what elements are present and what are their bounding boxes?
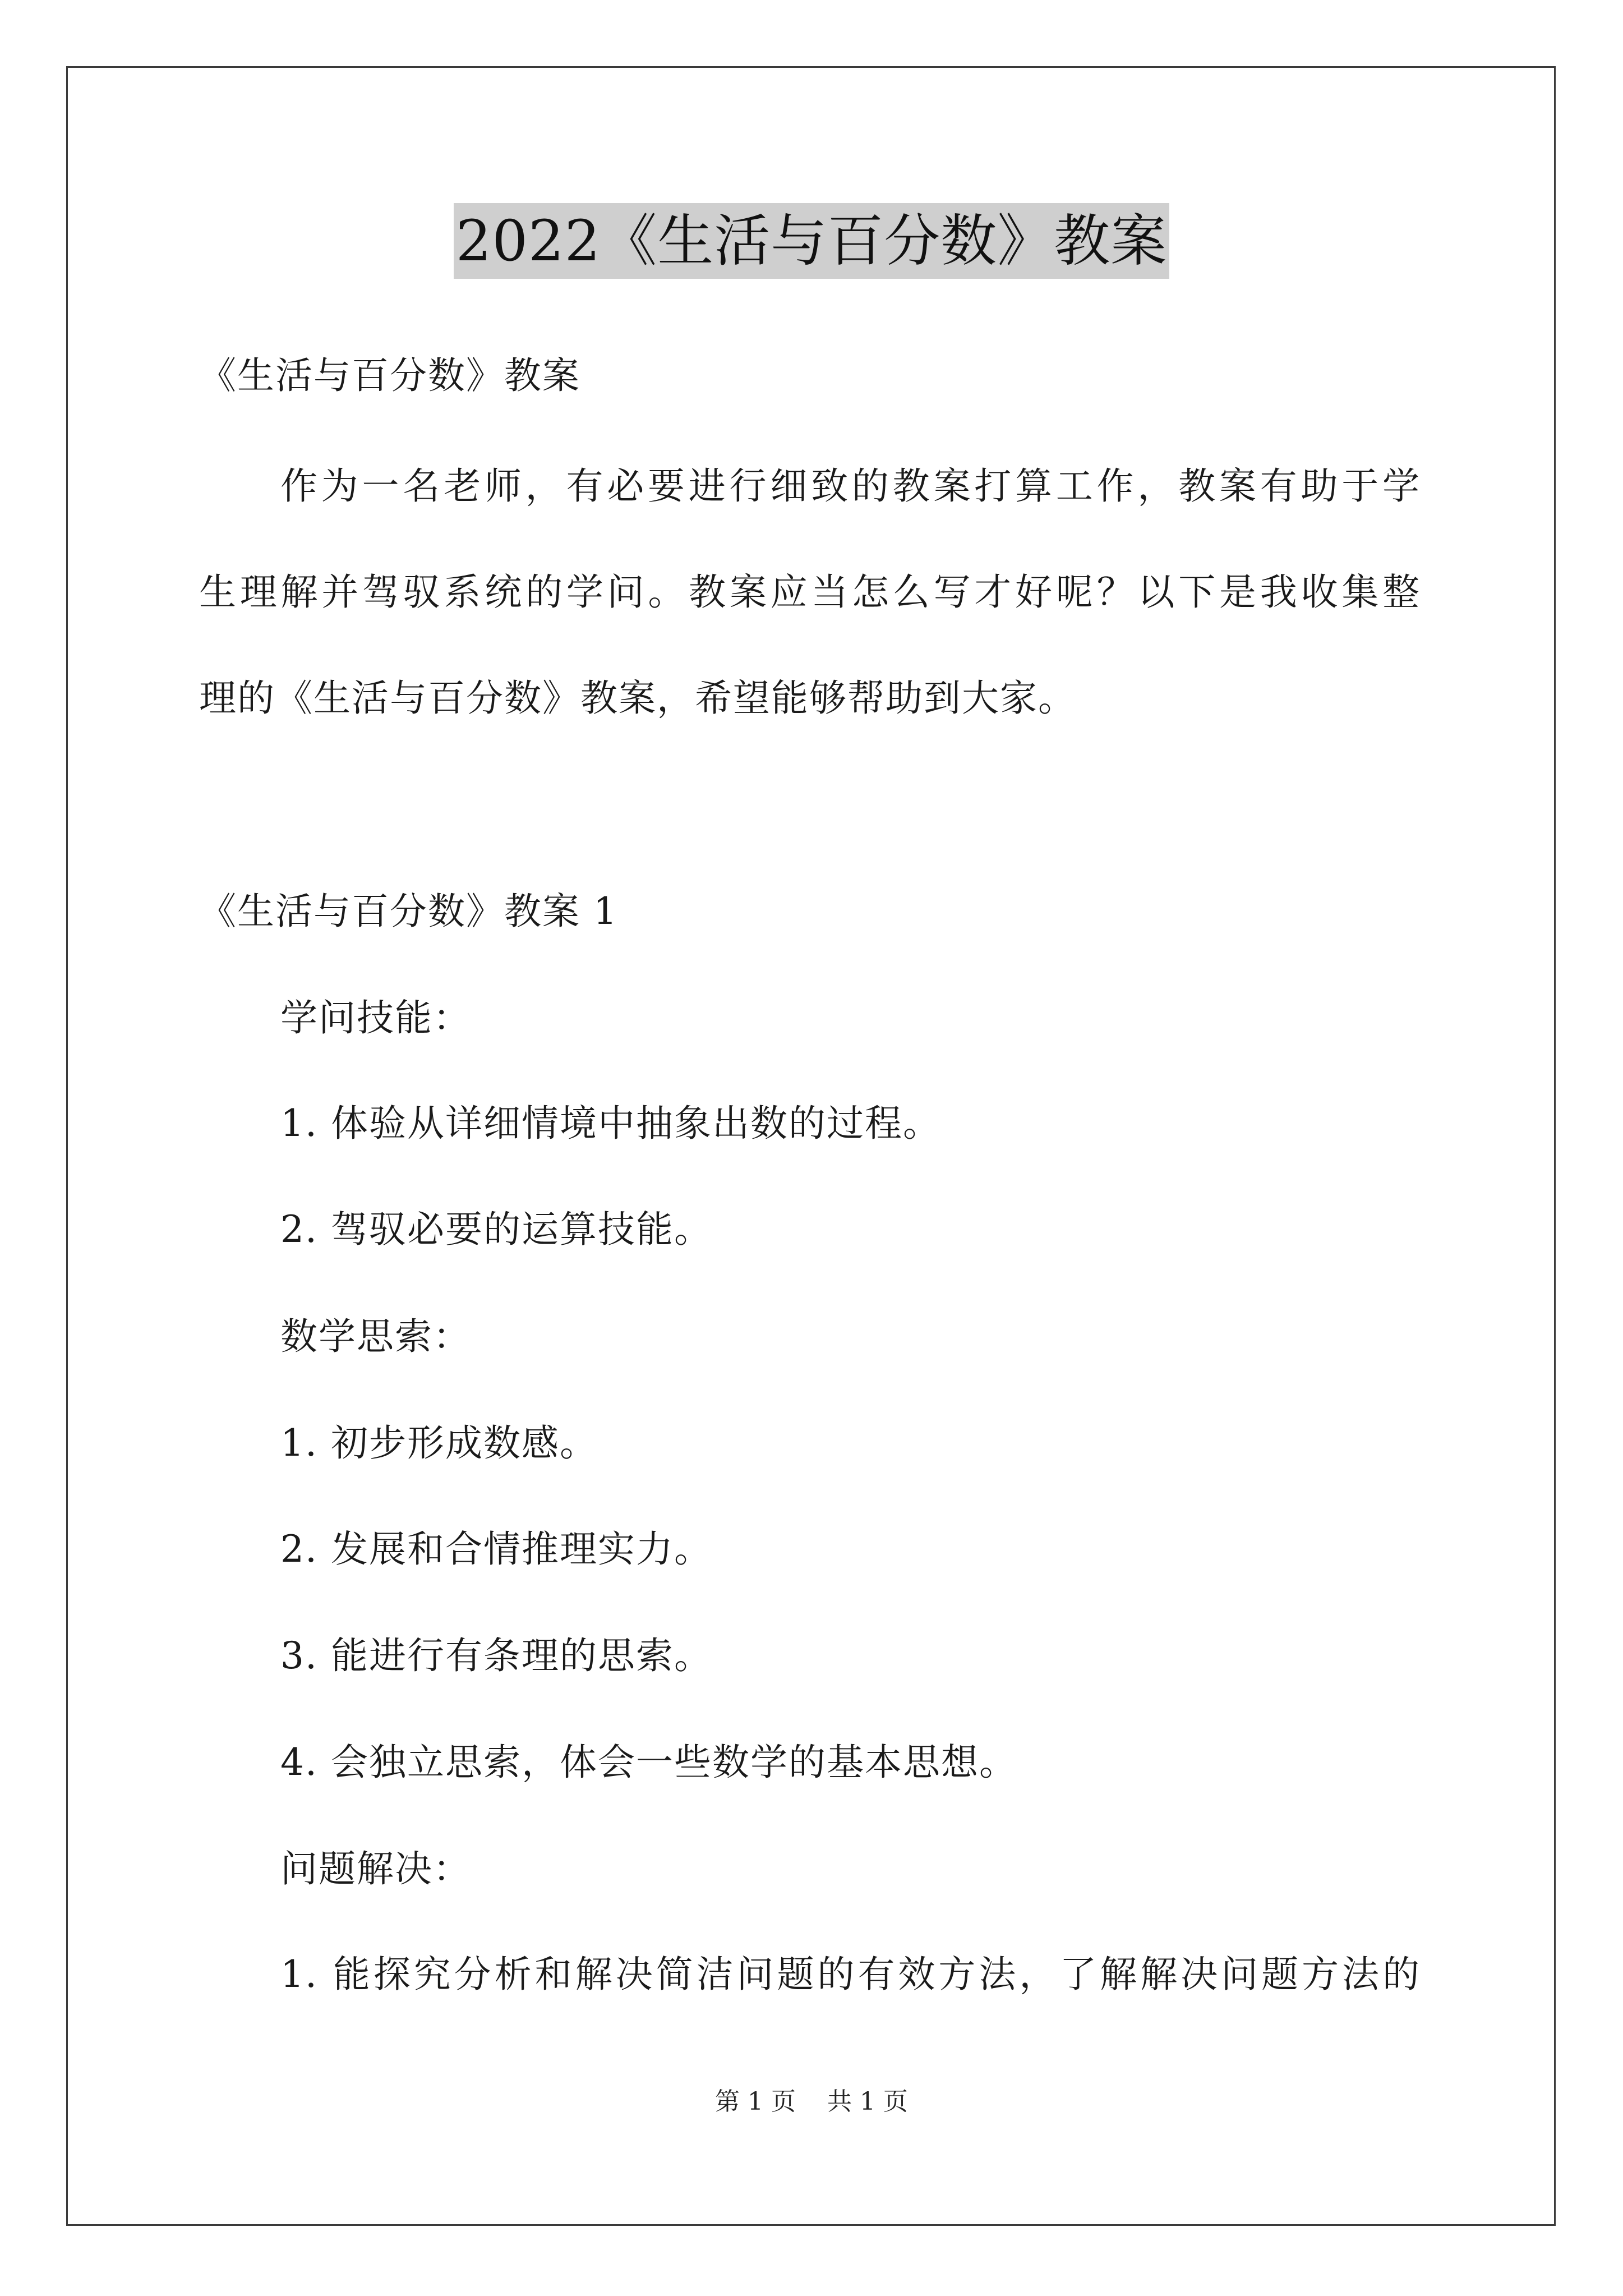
thinking-item-3: 3. 能进行有条理的思索。 (280, 1634, 712, 1677)
document-title: 2022《生活与百分数》教案 (454, 203, 1170, 279)
document-subtitle: 《生活与百分数》教案 (199, 354, 580, 397)
page-footer (0, 2085, 1623, 2119)
thinking-item-2: 2. 发展和合情推理实力。 (280, 1527, 712, 1571)
intro-line-1: 作为一名老师，有必要进行细致的教案打算工作，教案有助于学 (280, 464, 1421, 508)
section-heading: 《生活与百分数》教案 1 (199, 890, 618, 933)
problem-solving-item-1: 1. 能探究分析和解决简洁问题的有效方法，了解解决问题方法的 (280, 1953, 1421, 1996)
problem-solving-heading: 问题解决： (280, 1847, 471, 1890)
intro-line-3: 理的《生活与百分数》教案，希望能够帮助到大家。 (199, 677, 1076, 720)
knowledge-heading: 学问技能： (280, 996, 471, 1039)
knowledge-item-1: 1. 体验从详细情境中抽象出数的过程。 (280, 1102, 941, 1145)
page-number: 第 1 页 (715, 2087, 796, 2116)
thinking-item-4: 4. 会独立思索，体会一些数学的基本思想。 (280, 1741, 1017, 1784)
title-container (0, 203, 1623, 279)
thinking-heading: 数学思索： (280, 1315, 471, 1358)
intro-line-2: 生理解并驾驭系统的学问。教案应当怎么写才好呢？以下是我收集整 (199, 570, 1421, 614)
thinking-item-1: 1. 初步形成数感。 (280, 1421, 598, 1465)
knowledge-item-2: 2. 驾驭必要的运算技能。 (280, 1208, 712, 1251)
page-total: 共 1 页 (827, 2087, 908, 2116)
